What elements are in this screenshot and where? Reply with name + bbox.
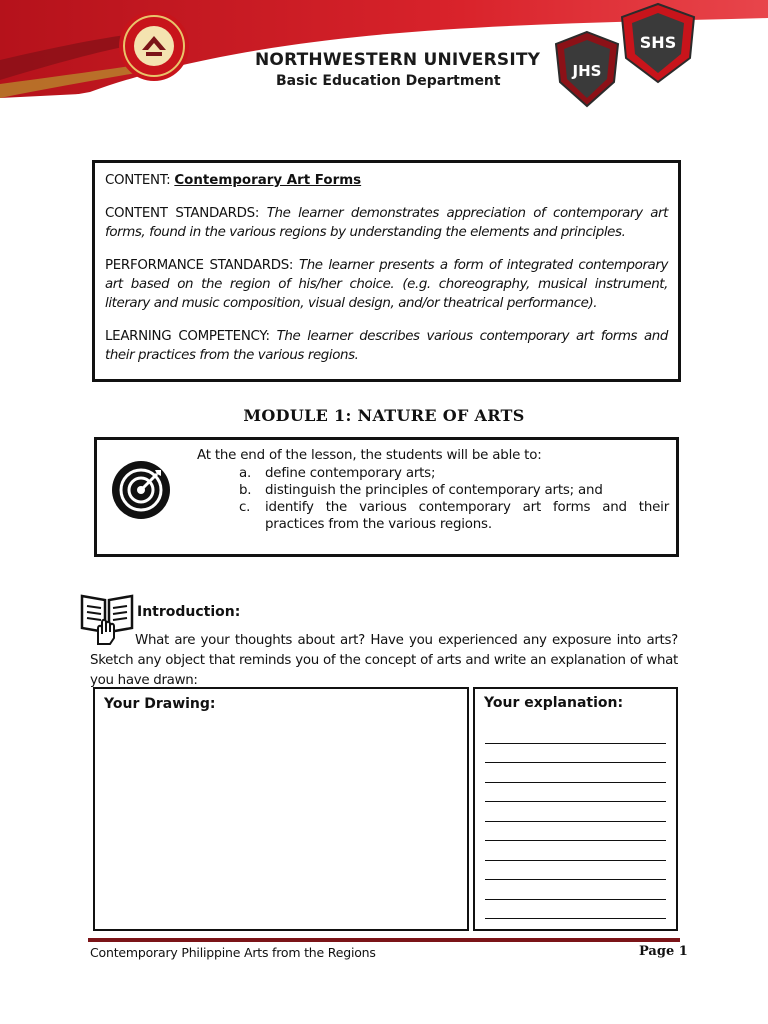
drawing-box[interactable] bbox=[93, 687, 469, 931]
target-icon bbox=[111, 460, 171, 520]
explanation-line[interactable] bbox=[485, 762, 666, 763]
objectives-list bbox=[239, 465, 669, 533]
footer-rule bbox=[88, 938, 680, 942]
explanation-line[interactable] bbox=[485, 860, 666, 861]
explanation-line[interactable] bbox=[485, 801, 666, 802]
objective-item bbox=[239, 482, 669, 499]
learning-competency-text: The learner describes various contemporary art forms and their practices from the various regions. bbox=[105, 329, 668, 363]
standards-box bbox=[92, 160, 681, 382]
explanation-line[interactable] bbox=[485, 782, 666, 783]
drawing-label: Your Drawing: bbox=[104, 696, 216, 712]
explanation-line[interactable] bbox=[485, 879, 666, 880]
shs-badge-text: SHS bbox=[639, 33, 677, 52]
objective-item bbox=[239, 499, 669, 533]
explanation-label: Your explanation: bbox=[484, 695, 624, 711]
objective-marker: a. bbox=[239, 466, 252, 481]
performance-standards-label: PERFORMANCE STANDARDS: bbox=[105, 258, 299, 273]
explanation-line[interactable] bbox=[485, 743, 666, 744]
department-name: Basic Education Department bbox=[276, 73, 501, 89]
performance-standards bbox=[105, 256, 668, 313]
university-seal-icon bbox=[118, 10, 190, 82]
content-line bbox=[105, 171, 668, 190]
content-value: Contemporary Art Forms bbox=[174, 173, 362, 188]
explanation-line[interactable] bbox=[485, 821, 666, 822]
jhs-badge-text: JHS bbox=[572, 62, 602, 80]
content-standards bbox=[105, 204, 668, 242]
introduction-text: What are your thoughts about art? Have you experienced any exposure into arts? Sketch any object that reminds you of the concept of arts and write an explanation of what you have drawn: bbox=[90, 633, 678, 688]
objective-item bbox=[239, 465, 669, 482]
objective-text: identify the various contemporary art forms and their practices from the various regions. bbox=[265, 500, 669, 532]
explanation-line[interactable] bbox=[485, 918, 666, 919]
university-name: NORTHWESTERN UNIVERSITY bbox=[255, 50, 541, 70]
objective-text: define contemporary arts; bbox=[265, 466, 436, 481]
learning-competency-label: LEARNING COMPETENCY: bbox=[105, 329, 277, 344]
module-title: MODULE 1: NATURE OF ARTS bbox=[243, 406, 525, 425]
explanation-line[interactable] bbox=[485, 840, 666, 841]
page-header bbox=[0, 0, 768, 112]
objective-text: distinguish the principles of contemporary arts; and bbox=[265, 483, 603, 498]
page-number: Page 1 bbox=[639, 944, 688, 959]
introduction-heading: Introduction: bbox=[137, 604, 241, 620]
content-standards-label: CONTENT STANDARDS: bbox=[105, 206, 267, 221]
learning-competency bbox=[105, 327, 668, 365]
content-label: CONTENT: bbox=[105, 173, 175, 188]
objective-marker: c. bbox=[239, 500, 251, 515]
explanation-box[interactable] bbox=[473, 687, 678, 931]
objectives-box bbox=[94, 437, 679, 557]
footer-subject: Contemporary Philippine Arts from the Regions bbox=[90, 945, 376, 960]
content-standards-text: The learner demonstrates appreciation of contemporary art forms, found in the various regions by understanding the elements and principles. bbox=[105, 206, 668, 240]
objective-marker: b. bbox=[239, 483, 252, 498]
performance-standards-text: The learner presents a form of integrated contemporary art based on the region of his/her choice. (e.g. choreography, musical instrument, literary and music composition, visual design, and/or theatrical performance). bbox=[105, 258, 668, 311]
objectives-intro: At the end of the lesson, the students will be able to: bbox=[197, 448, 542, 463]
explanation-line[interactable] bbox=[485, 899, 666, 900]
